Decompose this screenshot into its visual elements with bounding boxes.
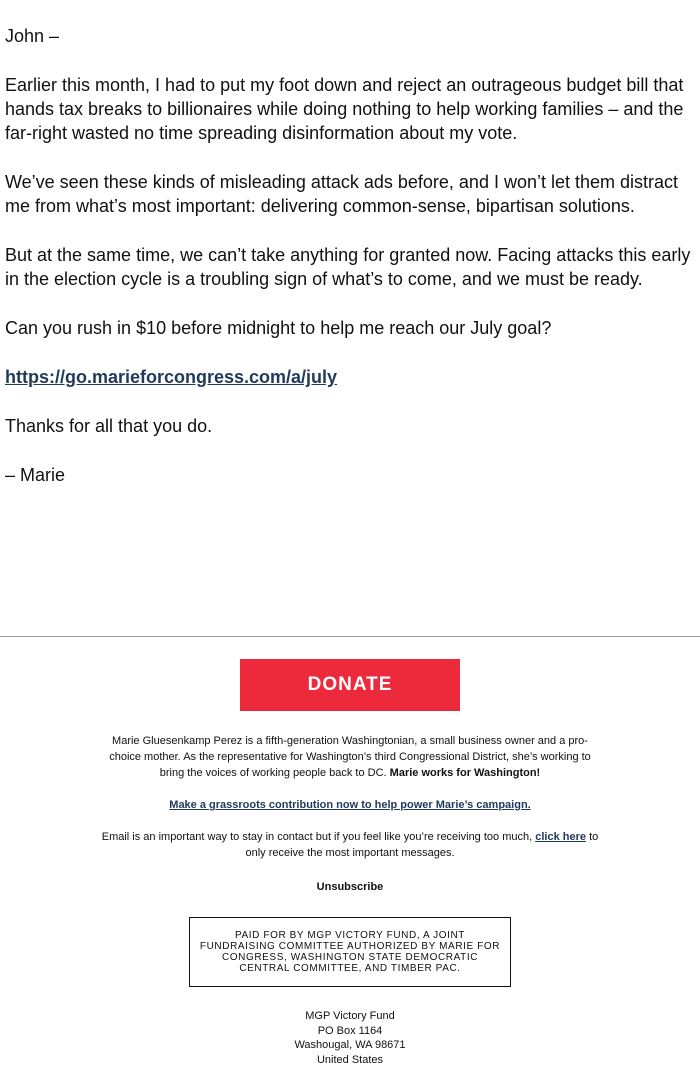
unsubscribe-row: [0, 879, 700, 895]
email-body: [5, 24, 697, 512]
address-city: Washougal, WA 98671: [294, 1039, 406, 1051]
paragraph-be-ready: But at the same time, we can’t take anything for granted now. Facing attacks this early in the election cycle is a troubling sign of what’s to come, and we must be ready.: [5, 245, 691, 289]
candidate-bio: [105, 733, 595, 781]
greeting: John –: [5, 26, 60, 46]
bio-tagline: Marie works for Washington!: [389, 767, 541, 779]
bio-text: Marie Gluesenkamp Perez is a fifth-generation Washingtonian, a small business owner and a pro-choice mother. As the representative for Washington’s third Congressional District, she’s working to bring the voices of working people back to DC.: [109, 735, 591, 779]
paragraph-ask: Can you rush in $10 before midnight to help me reach our July goal?: [5, 318, 552, 338]
donate-button[interactable]: DONATE: [240, 659, 460, 711]
email-footer: [0, 659, 700, 1067]
grassroots-contribution-link[interactable]: Make a grassroots contribution now to help power Marie’s campaign.: [169, 799, 531, 811]
signoff: – Marie: [5, 465, 66, 485]
thanks-line: Thanks for all that you do.: [5, 416, 213, 436]
donation-link[interactable]: https://go.marieforcongress.com/a/july: [5, 367, 338, 387]
paragraph-attack-ads: We’ve seen these kinds of misleading attack ads before, and I won’t let them distract me from what’s most important: delivering common-sense, bipartisan solutions.: [5, 172, 679, 216]
donation-link-paragraph: [5, 365, 697, 389]
address-org: MGP Victory Fund: [305, 1010, 395, 1022]
unsubscribe-link[interactable]: Unsubscribe: [316, 881, 384, 893]
footer-divider: [0, 636, 700, 637]
email-note-text-end: to only receive the most important messages.: [245, 831, 599, 859]
mailing-address: [0, 1009, 700, 1067]
paragraph-budget-bill: Earlier this month, I had to put my foot down and reject an outrageous budget bill that hands tax breaks to billionaires while doing nothing to help working families – and the far-right wasted no time spreading disinformation about my vote.: [5, 75, 684, 143]
grassroots-row: [0, 797, 700, 813]
email-note-text: Email is an important way to stay in contact but if you feel like you’re receiving too much,: [101, 831, 533, 843]
address-country: United States: [316, 1053, 384, 1066]
paid-for-disclaimer: PAID FOR BY MGP VICTORY FUND, A JOINT FUNDRAISING COMMITTEE AUTHORIZED BY MARIE FOR CONGRESS, WASHINGTON STATE DEMOCRATIC CENTRAL COMMITTEE, AND TIMBER PAC.: [189, 917, 511, 987]
email-preferences-link[interactable]: click here: [535, 831, 586, 843]
email-preferences-note: [95, 829, 605, 861]
address-po-box: PO Box 1164: [317, 1024, 383, 1037]
